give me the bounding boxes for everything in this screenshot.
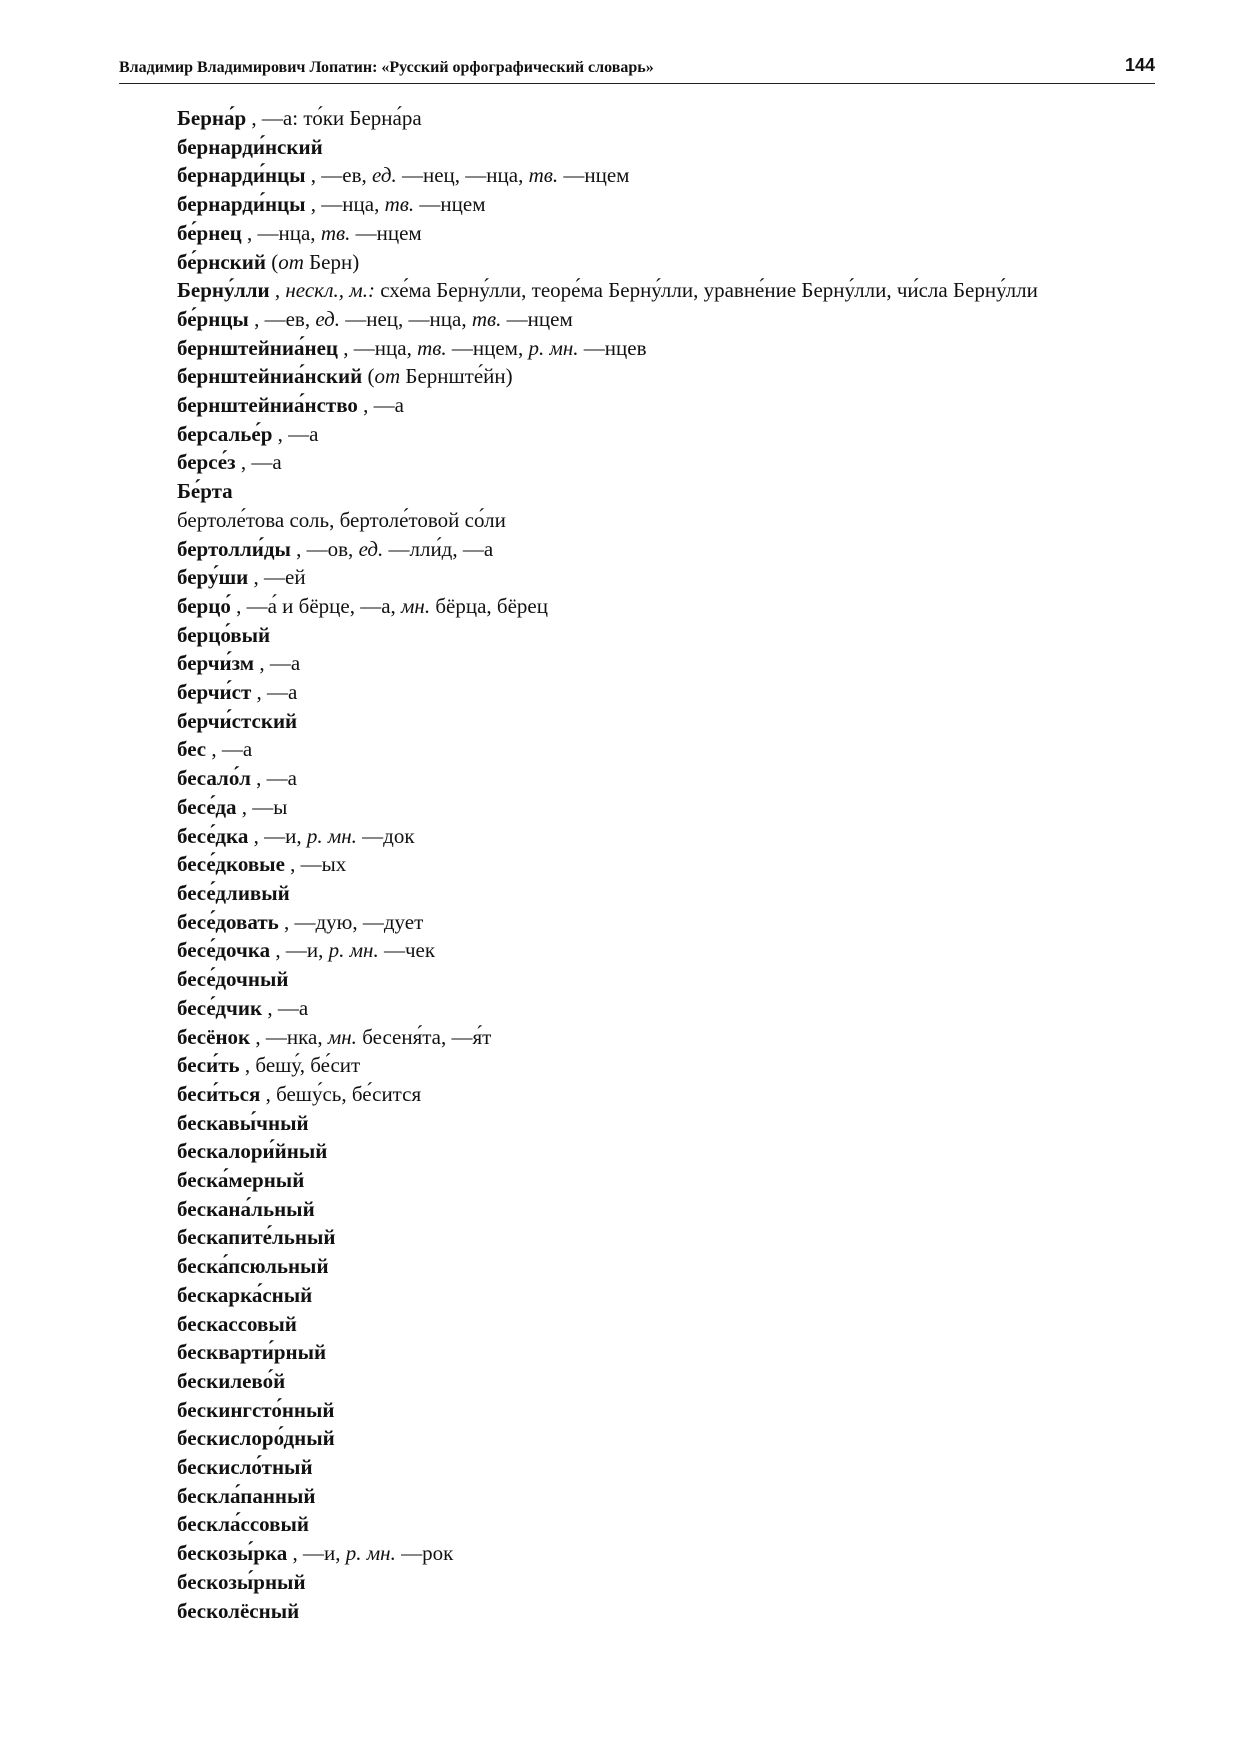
entry-text: , —а: то́ки Берна́ра [246,106,422,130]
headword: бескварти́рный [177,1340,327,1365]
headword: бескана́льный [177,1196,315,1221]
dictionary-entry [119,764,1155,793]
entry-text: , —нца, [338,335,418,360]
dictionary-entry [119,1195,1155,1224]
dictionary-entry [119,879,1155,908]
dictionary-entry [119,391,1155,420]
dictionary-entry [119,305,1155,334]
dictionary-entry [119,1080,1155,1109]
headword: бесе́дливый [177,880,290,905]
dictionary-entry [119,1482,1155,1511]
headword: бескисло́тный [177,1455,313,1480]
headword: берцо́ [177,593,231,618]
headword: бескапите́льный [177,1225,336,1250]
entry-text: —нцем [350,220,422,245]
dictionary-entry [119,133,1155,162]
dictionary-entry [119,1597,1155,1626]
dictionary-entry [119,1424,1155,1453]
headword: бесёнок [177,1024,251,1049]
entry-text: , —ы [236,794,288,819]
dictionary-entry [119,936,1155,965]
entry-text: , —а [251,680,298,705]
dictionary-entry [119,1367,1155,1396]
entry-text: —чек [378,938,436,963]
entry-text: —нцем, [446,335,529,360]
dictionary-entry [119,448,1155,477]
headword: бескозы́рный [177,1569,306,1594]
grammar-label: ед. [315,306,340,331]
entry-text: бертоле́това соль, бертоле́товой со́ли [177,507,506,532]
entry-text: , —нца, [241,220,321,245]
dictionary-entry [119,535,1155,564]
headword: беси́ть [177,1053,240,1078]
headword: берсе́з [177,450,236,475]
dictionary-entry [119,649,1155,678]
dictionary-entry [119,1109,1155,1138]
headword: бескла́ссовый [177,1512,309,1537]
grammar-label: р. мн. [345,1541,396,1566]
entry-text: , —а [235,450,282,475]
dictionary-entry [119,104,1155,133]
headword: бернарди́нцы [177,192,306,217]
entry-text: , —а [262,995,309,1020]
grammar-label: тв. [528,163,559,188]
entry-text: , [269,278,286,303]
headword: бескавы́чный [177,1110,309,1135]
dictionary-entry [119,994,1155,1023]
dictionary-entry [119,506,1155,535]
dictionary-entry [119,1223,1155,1252]
entry-text: , —ей [248,565,306,590]
grammar-label: ед. [358,536,384,561]
grammar-label: мн. [327,1024,357,1049]
page-number: 144 [1124,55,1155,75]
entry-list [119,104,1155,1625]
entry-text: —док [356,823,415,848]
headword: беси́ться [177,1081,261,1106]
dictionary-entry [119,334,1155,363]
grammar-label: мн. [401,593,431,618]
dictionary-entry [119,678,1155,707]
headword: бернштейниа́нский [177,364,363,389]
grammar-label: р. мн. [528,335,579,360]
dictionary-entry [119,1568,1155,1597]
entry-text: —лли́д, —а [383,536,494,561]
headword: бесе́дка [177,823,249,848]
entry-text: —нцев [578,335,647,360]
dictionary-entry [119,1310,1155,1339]
entry-text: , —нка, [250,1024,328,1049]
grammar-label: нескл., м.: [285,278,375,303]
grammar-label: от [374,364,401,389]
headword: бескингсто́нный [177,1397,335,1422]
entry-text: —нцем [501,306,573,331]
dictionary-entry [119,1453,1155,1482]
entry-text: ( [265,249,279,274]
headword: берсалье́р [177,421,273,446]
headword: бернарди́нцы [177,163,306,188]
entry-text: , —а [254,651,301,676]
dictionary-entry [119,161,1155,190]
headword: берчи́зм [177,651,255,676]
entry-text: —нцем [558,163,630,188]
running-header [119,55,1155,84]
headword: Бе́рта [177,479,233,504]
entry-text: , —и, [287,1541,346,1566]
grammar-label: тв. [384,192,415,217]
grammar-label: р. мн. [306,823,357,848]
headword: бе́рнец [177,220,242,245]
entry-text: схе́ма Берну́лли, теоре́ма Берну́лли, уравне́ние Берну́лли, чи́сла Берну́лли [374,278,1038,303]
dictionary-entry [119,735,1155,764]
entry-text: , —дую, —дует [278,909,424,934]
headword: бесало́л [177,766,251,791]
headword: берчи́ст [177,680,252,705]
dictionary-entry [119,793,1155,822]
entry-text: , —и, [248,823,307,848]
entry-text: ( [362,364,375,389]
entry-text: Бернште́йн) [400,364,513,389]
entry-text: , —а [357,393,404,418]
headword: бескла́панный [177,1483,316,1508]
headword: бесе́довать [177,909,279,934]
headword: бернарди́нский [177,134,323,159]
dictionary-entry [119,1539,1155,1568]
dictionary-entry [119,248,1155,277]
headword: Берна́р [177,106,247,130]
dictionary-entry [119,908,1155,937]
headword: бе́рнцы [177,306,249,331]
entry-text: —рок [395,1541,454,1566]
headword: бескилево́й [177,1368,286,1393]
dictionary-entry [119,822,1155,851]
dictionary-entry [119,1023,1155,1052]
entry-text: бесеня́та, —я́т [356,1024,492,1049]
headword: берчи́стский [177,708,298,733]
grammar-label: тв. [471,306,502,331]
dictionary-entry [119,1137,1155,1166]
entry-text: , бешу́, бе́сит [239,1053,361,1078]
headword: бесе́дчик [177,995,263,1020]
headword: бес [177,737,207,762]
dictionary-entry [119,707,1155,736]
dictionary-entry [119,420,1155,449]
grammar-label: тв. [320,220,351,245]
entry-text: —нцем [414,192,486,217]
entry-text: , —а [206,737,253,762]
entry-text: , —нца, [305,192,385,217]
headword: бескозы́рка [177,1541,288,1566]
headword: беска́псюльный [177,1254,329,1279]
headword: берцо́вый [177,622,271,647]
entry-text: , —ев, [305,163,373,188]
headword: бесе́дочный [177,967,289,992]
dictionary-entry [119,621,1155,650]
headword: бескалори́йный [177,1139,328,1164]
entry-text: бёрца, бёрец [430,593,548,618]
dictionary-entry [119,276,1155,305]
dictionary-entry [119,190,1155,219]
dictionary-entry [119,1166,1155,1195]
headword: бернштейниа́нец [177,335,339,360]
dictionary-entry [119,965,1155,994]
dictionary-entry [119,850,1155,879]
grammar-label: р. мн. [328,938,379,963]
dictionary-entry [119,592,1155,621]
grammar-label: тв. [417,335,447,360]
entry-text: Берн) [303,249,360,274]
headword: бескарка́сный [177,1282,313,1307]
entry-text: , —и, [270,938,329,963]
dictionary-entry [119,1510,1155,1539]
entry-text: , —ов, [290,536,359,561]
dictionary-entry [119,219,1155,248]
headword: бернштейниа́нство [177,393,358,418]
headword: беска́мерный [177,1168,305,1193]
dictionary-entry [119,362,1155,391]
headword: беру́ши [177,565,249,590]
entry-text: , —ев, [248,306,316,331]
grammar-label: ед. [372,163,397,188]
headword: бескассовый [177,1311,297,1336]
entry-text: , —ых [284,852,347,877]
dictionary-entry [119,1051,1155,1080]
entry-text: , бешу́сь, бе́сится [260,1081,422,1106]
headword: бескислоро́дный [177,1426,335,1451]
grammar-label: от [278,249,304,274]
headword: бе́рнский [177,249,266,274]
headword: бертолли́ды [177,536,291,561]
headword: бесе́дковые [177,852,285,877]
entry-text: —нец, —нца, [340,306,472,331]
entry-text: , —а [250,766,297,791]
headword: бесе́да [177,794,237,819]
dictionary-entry [119,1281,1155,1310]
headword: бесе́дочка [177,938,271,963]
dictionary-entry [119,1252,1155,1281]
header-title: Владимир Владимирович Лопатин: «Русский орфографический словарь» [119,59,654,76]
dictionary-entry [119,563,1155,592]
headword: Берну́лли [177,278,270,303]
dictionary-entry [119,1338,1155,1367]
entry-text: , —а́ и бёрце, —а, [230,593,402,618]
entry-text: , —а [272,421,319,446]
entry-text: —нец, —нца, [396,163,529,188]
dictionary-entry [119,1396,1155,1425]
headword: бесколёсный [177,1598,300,1623]
dictionary-entry [119,477,1155,506]
